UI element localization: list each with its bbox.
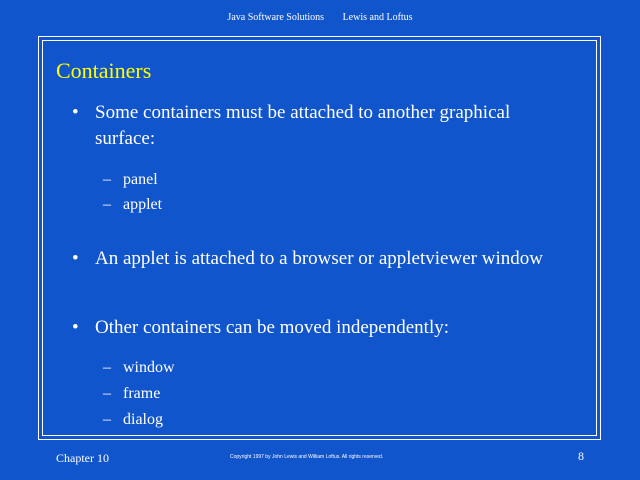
- slide-header: [0, 12, 640, 23]
- sub-item: [103, 381, 160, 406]
- sub-item: [103, 407, 163, 432]
- sub-bullet-symbol: –: [103, 196, 111, 213]
- bullet-symbol: •: [72, 248, 79, 269]
- bullet-symbol: •: [72, 102, 79, 123]
- bullet-text: Other containers can be moved independently:: [95, 317, 450, 338]
- sub-item-text: frame: [123, 385, 161, 402]
- chapter-label: Chapter 10: [56, 451, 109, 465]
- sub-item-text: panel: [123, 171, 158, 188]
- book-authors: Lewis and Loftus: [342, 12, 413, 23]
- bullet-item: [72, 315, 562, 341]
- page-number: 8: [578, 449, 584, 463]
- bullet-item: [72, 246, 562, 272]
- bullet-symbol: •: [72, 317, 79, 338]
- sub-item-text: dialog: [123, 411, 163, 428]
- bullet-item: [72, 100, 562, 152]
- bullet-text: Some containers must be attached to another graphical surface:: [95, 102, 511, 149]
- book-title: Java Software Solutions: [227, 12, 325, 23]
- sub-item: [103, 355, 175, 380]
- sub-item-text: applet: [123, 196, 163, 213]
- sub-item-text: window: [123, 359, 175, 376]
- sub-bullet-symbol: –: [103, 171, 111, 188]
- sub-item: [103, 192, 162, 217]
- sub-bullet-symbol: –: [103, 359, 111, 376]
- sub-bullet-symbol: –: [103, 385, 111, 402]
- sub-item: [103, 167, 158, 192]
- slide-title: Containers: [56, 58, 152, 83]
- bullet-text: An applet is attached to a browser or appletviewer window: [95, 248, 543, 269]
- sub-bullet-symbol: –: [103, 411, 111, 428]
- copyright-notice: Copyright 1997 by John Lewis and William Loftus. All rights reserved.: [230, 454, 384, 460]
